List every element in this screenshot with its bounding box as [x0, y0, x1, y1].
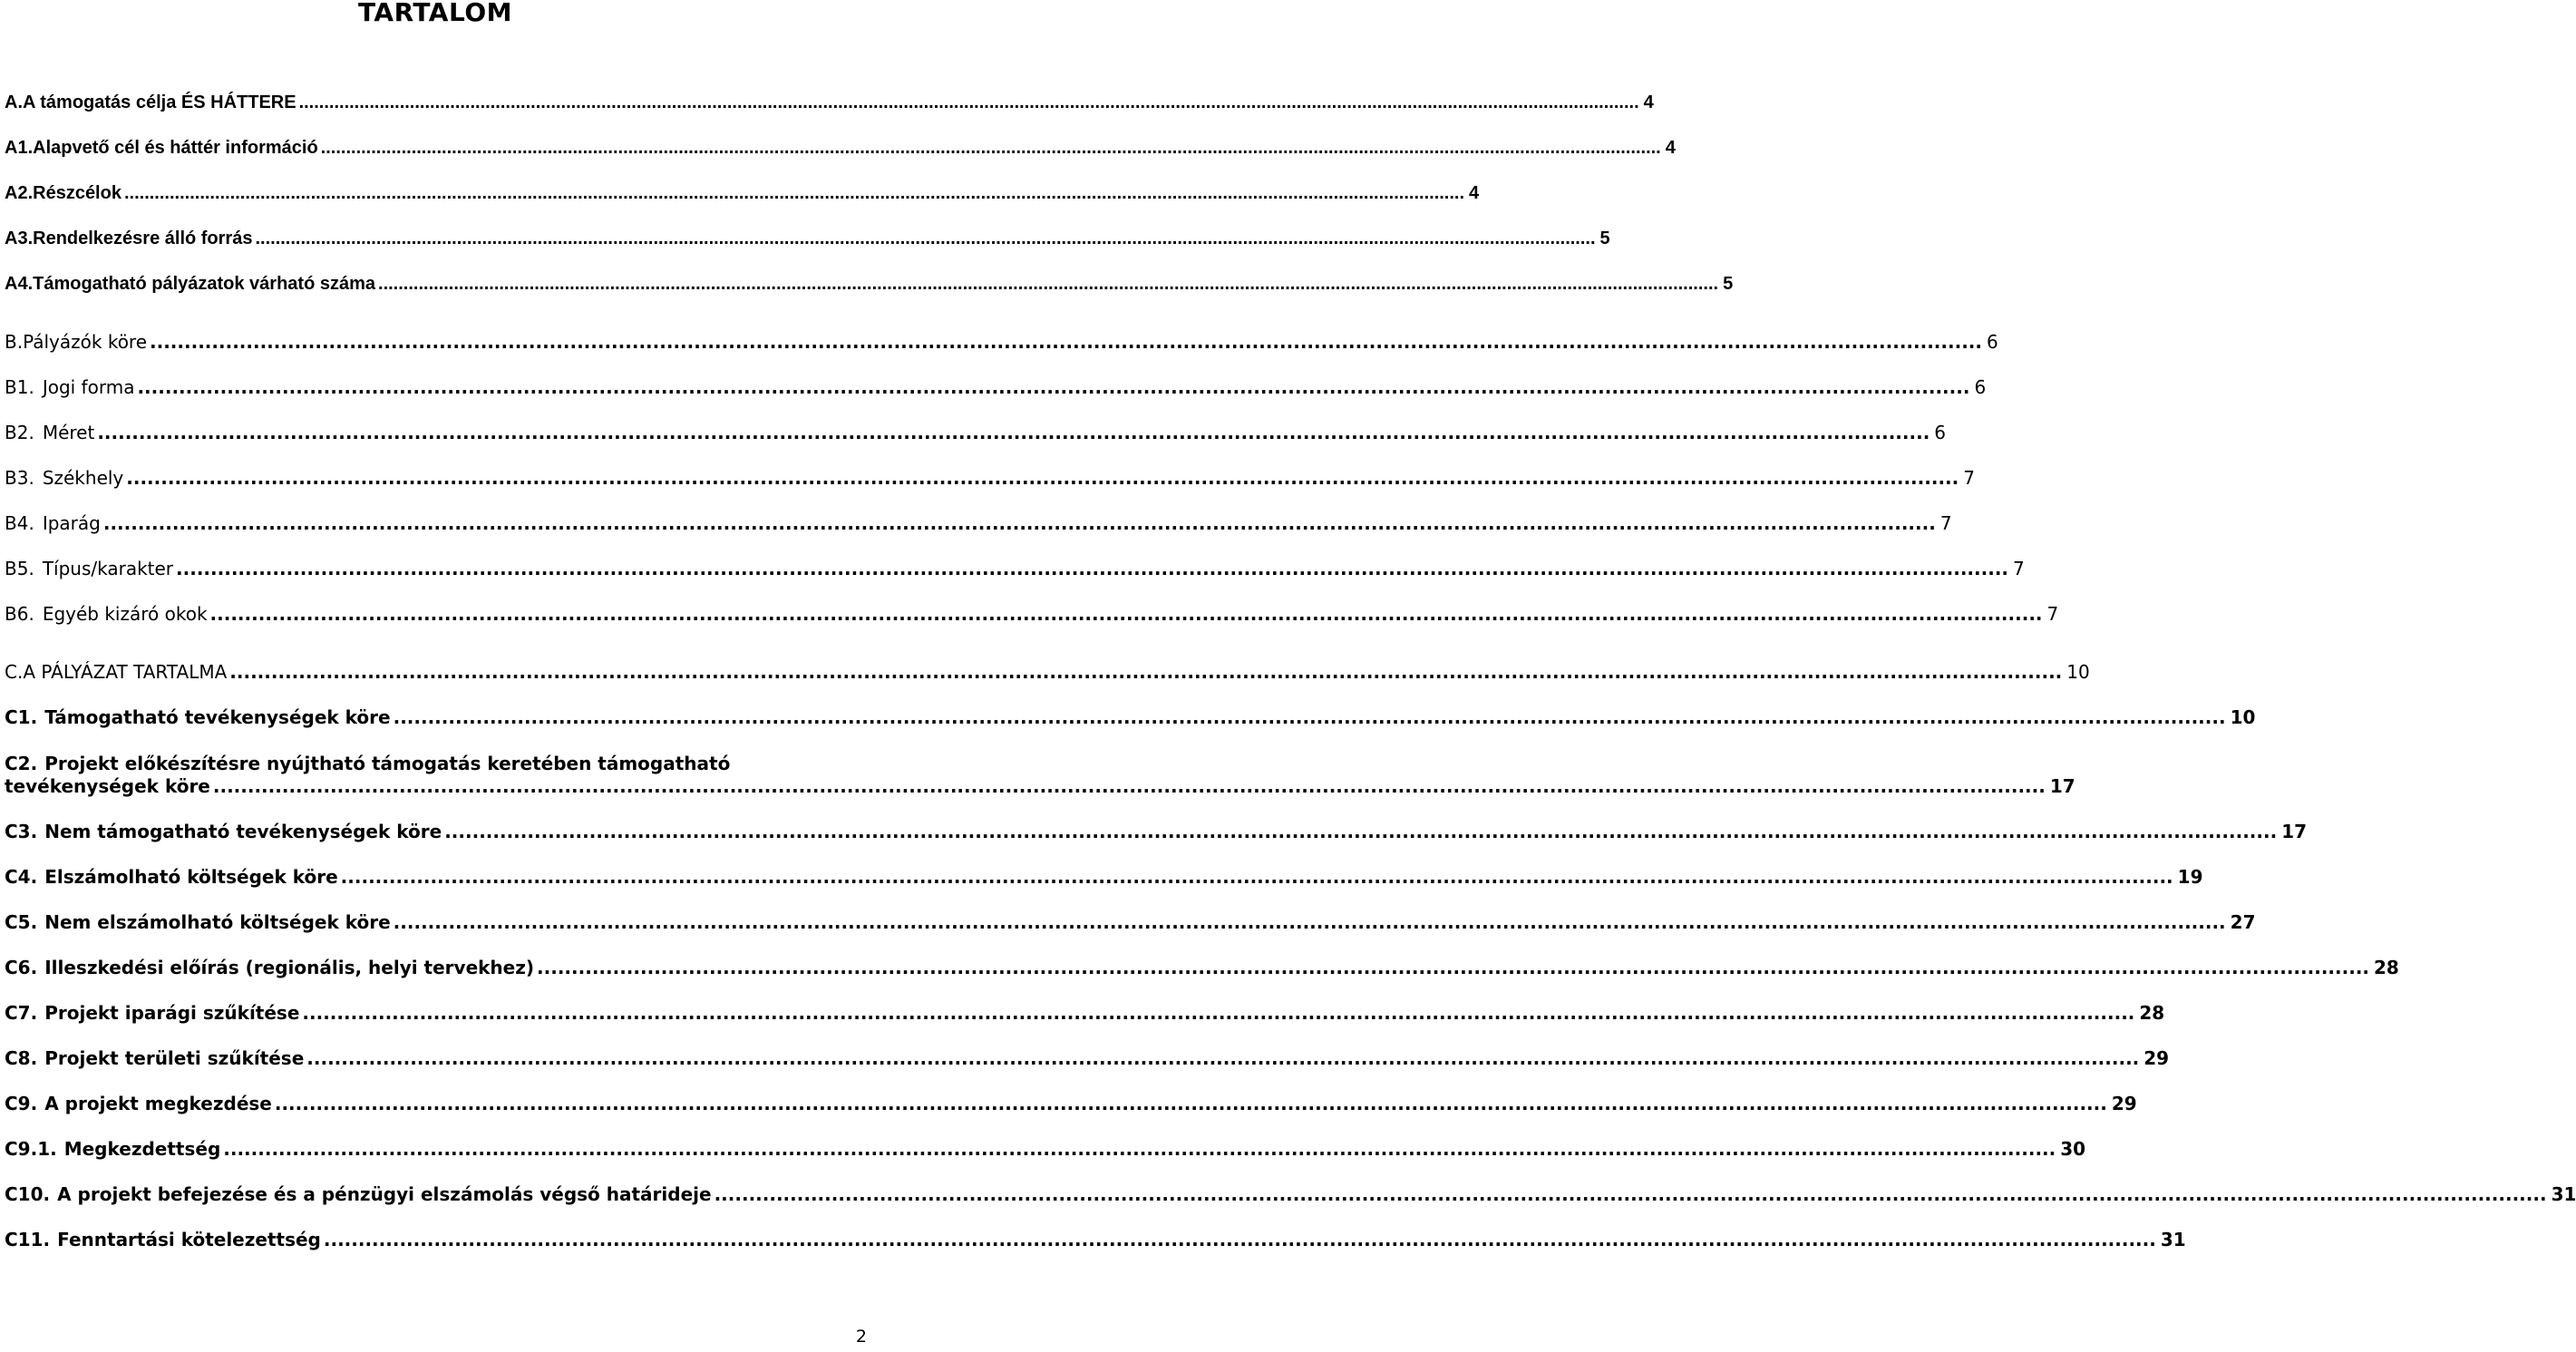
toc-entry-b6[interactable]	[5, 603, 2059, 626]
toc-entry-b1[interactable]	[5, 376, 1987, 399]
toc-entry-page: 6	[1934, 422, 1947, 443]
toc-entry-number: C.	[5, 661, 24, 683]
toc-entry-text: Támogatható pályázatok várható száma	[33, 274, 376, 294]
toc-leader-dots	[341, 866, 2173, 889]
toc-entry-number: B5.	[5, 558, 34, 579]
toc-entry-number: A2.	[5, 183, 34, 203]
toc-entry-b2[interactable]	[5, 422, 1947, 444]
toc-entry-a4[interactable]	[5, 273, 1734, 296]
toc-entry-c1[interactable]	[5, 706, 2256, 729]
toc-entry-number: B.	[5, 331, 24, 353]
toc-entry-c3[interactable]	[5, 821, 2308, 843]
toc-entry-text: Elszámolható költségek köre	[44, 866, 338, 888]
toc-entry-number: B1.	[5, 376, 34, 398]
toc-entry-text: Projekt iparági szűkítése	[44, 1002, 300, 1024]
toc-entry-text: Méret	[42, 422, 95, 443]
toc-entry-number: C9.	[5, 1093, 38, 1114]
toc-entry-number: C5.	[5, 911, 38, 933]
toc-leader-dots	[299, 92, 1639, 114]
toc-entry-number: A3.	[5, 229, 34, 248]
toc-entry-number: A1.	[5, 138, 34, 158]
toc-entry-number: C1.	[5, 706, 38, 728]
toc-entry-page: 5	[1599, 229, 1610, 248]
toc-entry-c[interactable]	[5, 661, 2090, 684]
toc-entry-text: Nem támogatható tevékenységek köre	[44, 821, 442, 842]
toc-entry-text: Fenntartási kötelezettség	[57, 1229, 321, 1250]
toc-entry-number: B6.	[5, 603, 34, 625]
toc-entry-number: C9.1.	[5, 1138, 57, 1160]
toc-entry-page: 5	[1723, 274, 1734, 294]
toc-entry-page: 10	[2066, 661, 2090, 683]
toc-entry-text: Típus/karakter	[42, 558, 174, 579]
toc-entry-page: 29	[2111, 1093, 2137, 1114]
toc-leader-dots	[223, 1138, 2056, 1161]
toc-entry-c7[interactable]	[5, 1002, 2165, 1025]
toc-entry-number: B4.	[5, 512, 34, 534]
toc-entry-text: A projekt megkezdése	[44, 1093, 272, 1114]
toc-leader-dots	[176, 558, 2008, 580]
toc-entry-c4[interactable]	[5, 866, 2203, 889]
toc-entry-page: 31	[2160, 1229, 2186, 1250]
toc-entry-text: Székhely	[42, 467, 124, 489]
toc-entry-number: C10.	[5, 1183, 51, 1205]
toc-entry-page: 6	[1974, 376, 1987, 398]
toc-entry-text: Projekt területi szűkítése	[44, 1047, 305, 1069]
toc-entry-page: 31	[2551, 1183, 2576, 1205]
toc-entry-text: A PÁLYÁZAT TARTALMA	[23, 661, 228, 683]
toc-leader-dots	[324, 1229, 2156, 1251]
toc-entry-text: Nem elszámolható költségek köre	[44, 911, 391, 933]
toc-entry-c2[interactable]	[5, 775, 2075, 798]
page-number: 2	[855, 1327, 867, 1347]
toc-entry-number: A4.	[5, 274, 34, 294]
toc-leader-dots	[714, 1183, 2547, 1206]
toc-leader-dots	[103, 512, 1936, 535]
toc-entry-a2[interactable]	[5, 182, 1480, 205]
toc-entry-number: C6.	[5, 957, 38, 978]
toc-leader-dots	[302, 1002, 2134, 1025]
toc-entry-text: Részcélok	[33, 183, 122, 203]
toc-entry-page: 4	[1469, 183, 1480, 203]
toc-leader-dots	[124, 182, 1464, 205]
toc-leader-dots	[321, 137, 1661, 160]
toc-entry-a1[interactable]	[5, 137, 1676, 160]
toc-entry-number: A.	[5, 92, 23, 112]
toc-entry-text: Megkezdettség	[63, 1138, 221, 1160]
toc-leader-dots	[394, 706, 2226, 729]
toc-entry-page: 30	[2060, 1138, 2086, 1160]
toc-leader-dots	[444, 821, 2277, 843]
toc-entry-b5[interactable]	[5, 558, 2025, 580]
toc-leader-dots	[306, 1047, 2139, 1070]
document-title: TARTALOM	[357, 0, 512, 27]
toc-entry-text: Jogi forma	[42, 376, 135, 398]
toc-entry-c11[interactable]	[5, 1229, 2186, 1251]
toc-entry-a[interactable]	[5, 92, 1654, 114]
toc-entry-b4[interactable]	[5, 512, 1952, 535]
toc-entry-b3[interactable]	[5, 467, 1975, 490]
toc-entry-c2-line1[interactable]	[5, 753, 870, 775]
toc-entry-text: Alapvető cél és háttér információ	[33, 138, 318, 158]
toc-entry-number: C4.	[5, 866, 38, 888]
toc-entry-page: 27	[2230, 911, 2256, 933]
toc-entry-text: Rendelkezésre álló forrás	[33, 229, 253, 248]
toc-entry-page: 28	[2374, 957, 2399, 978]
toc-leader-dots	[275, 1093, 2107, 1115]
toc-leader-dots	[97, 422, 1930, 444]
toc-entry-number: C8.	[5, 1047, 38, 1069]
toc-entry-c9-1[interactable]	[5, 1138, 2086, 1161]
toc-entry-text: Egyéb kizáró okok	[42, 603, 208, 625]
toc-entry-page: 28	[2139, 1002, 2165, 1024]
toc-entry-page: 7	[2013, 558, 2025, 579]
toc-entry-page: 17	[2049, 775, 2075, 797]
toc-entry-text: Pályázók köre	[23, 331, 148, 353]
toc-entry-c8[interactable]	[5, 1047, 2170, 1070]
toc-leader-dots	[394, 911, 2226, 934]
toc-entry-c6[interactable]	[5, 957, 2399, 979]
toc-entry-page: 7	[1939, 512, 1952, 534]
toc-entry-a3[interactable]	[5, 228, 1610, 250]
toc-leader-dots	[213, 775, 2046, 798]
toc-entry-text: Projekt előkészítésre nyújtható támogatás keretében támogatható	[44, 753, 731, 774]
toc-entry-page: 4	[1665, 138, 1676, 158]
toc-entry-number: C3.	[5, 821, 38, 842]
toc-entry-page: 4	[1643, 92, 1654, 112]
toc-leader-dots	[255, 228, 1595, 250]
toc-entry-page: 6	[1987, 331, 1998, 353]
toc-entry-page: 19	[2177, 866, 2203, 888]
toc-entry-c10[interactable]	[5, 1183, 2576, 1206]
toc-entry-c5[interactable]	[5, 911, 2256, 934]
toc-entry-page: 7	[2046, 603, 2059, 625]
toc-entry-page: 17	[2281, 821, 2308, 842]
toc-entry-text: Támogatható tevékenységek köre	[44, 706, 391, 728]
toc-entry-b[interactable]	[5, 331, 1998, 354]
toc-entry-text: Illeszkedési előírás (regionális, helyi tervekhez)	[44, 957, 535, 978]
toc-entry-page: 7	[1963, 467, 1975, 489]
toc-entry-text-continued: tevékenységek köre	[5, 775, 210, 797]
toc-leader-dots	[210, 603, 2043, 626]
toc-leader-dots	[150, 331, 1982, 354]
toc-leader-dots	[126, 467, 1959, 490]
toc-leader-dots	[378, 273, 1718, 296]
toc-entry-number: C2.	[5, 753, 38, 774]
toc-entry-number: C11.	[5, 1229, 51, 1250]
toc-entry-number: B2.	[5, 422, 34, 443]
toc-leader-dots	[229, 661, 2062, 684]
toc-entry-page: 10	[2230, 706, 2256, 728]
toc-entry-text: A projekt befejezése és a pénzügyi elszámolás végső határideje	[57, 1183, 712, 1205]
toc-entry-c9[interactable]	[5, 1093, 2137, 1115]
toc-entry-page: 29	[2143, 1047, 2170, 1069]
toc-leader-dots	[137, 376, 1969, 399]
toc-entry-text: A támogatás célja ÉS HÁTTERE	[23, 92, 296, 112]
toc-leader-dots	[537, 957, 2369, 979]
toc-entry-text: Iparág	[42, 512, 101, 534]
toc-entry-number: B3.	[5, 467, 34, 489]
toc-entry-number: C7.	[5, 1002, 38, 1024]
